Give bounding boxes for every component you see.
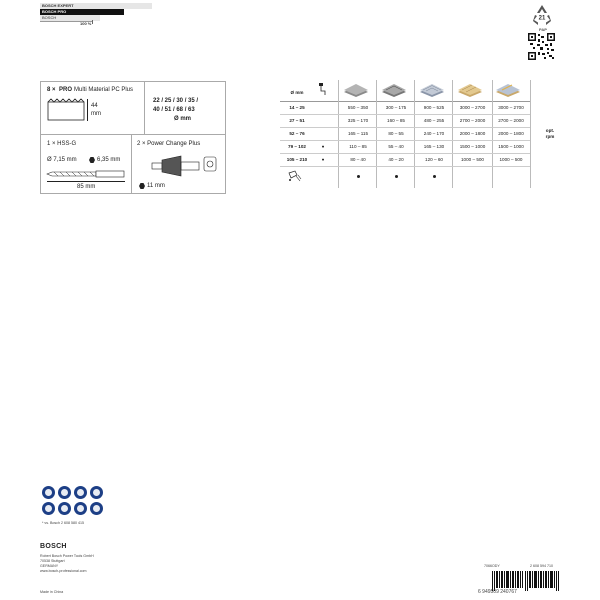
power-change-adapter-icon: [151, 150, 201, 184]
adapter-pin-icon: [203, 156, 217, 172]
kit-divider-bottom: [131, 134, 132, 194]
row-rule: [280, 166, 530, 167]
col-sep-2: [376, 80, 377, 188]
rpm-label-opt: opt.: [545, 128, 555, 133]
row-aluminium: 165 – 130: [423, 144, 445, 149]
row-stainless: 300 – 175: [385, 105, 407, 110]
row-wood: 1500 – 1000: [459, 144, 486, 149]
row-composite: 1000 – 500: [499, 157, 523, 162]
safety-boots-icon: [58, 502, 71, 515]
row-composite: 2700 – 2000: [498, 118, 524, 123]
col-sep-3: [414, 80, 415, 188]
drill-title: 1 × HSS-G: [47, 141, 77, 147]
row-stainless: 80 – 55: [388, 131, 404, 136]
holesaw-sizes-2: 40 / 51 / 68 / 63: [153, 107, 195, 113]
row-stainless: 40 – 20: [388, 157, 404, 162]
gloves-icon: [42, 502, 55, 515]
row-steel: 165 – 115: [347, 131, 369, 136]
row-dia: 27 – 51: [289, 118, 305, 123]
footnote: * vs. Bosch 2 608 580 415: [42, 521, 84, 525]
row-stainless: 55 – 40: [388, 144, 404, 149]
drill-length-line: [47, 181, 125, 182]
table-header-dia: Ø mm: [290, 90, 304, 95]
level-percent: 100 %: [80, 21, 92, 26]
row-aluminium: 120 – 60: [425, 157, 443, 162]
ean-number: 6 949509 240767: [478, 589, 517, 595]
row-composite: 1500 – 1000: [498, 144, 524, 149]
recycle-icon: [529, 2, 555, 28]
holesaw-qty: 8 ×: [47, 87, 56, 93]
material-wood-icon: [456, 82, 484, 98]
address-line-4: www.bosch-professional.com: [40, 569, 87, 573]
recycle-number: 21: [538, 15, 546, 22]
holesaw-icon: [47, 98, 85, 122]
read-manual-icon: [90, 486, 103, 499]
row-composite: 3000 – 2700: [498, 105, 524, 110]
row-steel: 550 – 350: [347, 105, 369, 110]
row-rule: [280, 114, 530, 115]
material-steel-icon: [342, 82, 370, 98]
depth-dimension-line: [87, 99, 88, 121]
row-steel: 80 – 40: [350, 157, 366, 162]
hex-icon: [89, 157, 95, 163]
row-wood: 1000 – 500: [461, 157, 484, 162]
made-in: Made in China: [40, 590, 64, 594]
row-adapter-required: ●: [321, 144, 325, 149]
rpm-label-rpm: rpm: [545, 134, 555, 139]
holesaw-sizes-1: 22 / 25 / 30 / 35 /: [153, 98, 199, 104]
material-aluminium-icon: [418, 82, 446, 98]
product-code-right: 2 608 594 710: [530, 564, 553, 568]
holesaw-depth-unit: mm: [91, 111, 101, 117]
row-aluminium: 480 – 255: [423, 118, 445, 123]
kit-divider-top: [144, 82, 145, 134]
row-adapter-required: ●: [321, 157, 325, 162]
row-dia: 79 – 102: [288, 144, 306, 149]
row-composite: 2000 – 1800: [498, 131, 524, 136]
cooling-aluminium-dot: [433, 175, 436, 178]
row-rule: [280, 153, 530, 154]
level-scale-tick: [92, 20, 93, 24]
drill-bit-icon: [46, 169, 126, 179]
drill-length: 85 mm: [77, 184, 96, 190]
row-dia: 14 – 25: [289, 105, 305, 110]
cooling-stainless-dot: [395, 175, 398, 178]
kit-contents-box: [40, 81, 226, 194]
hair-protection-icon: [74, 502, 87, 515]
col-sep-6: [530, 80, 531, 188]
material-stainless-icon: [380, 82, 408, 98]
eye-protection-icon: [42, 486, 55, 499]
address-line-3: GERMANY: [40, 564, 59, 568]
row-stainless: 160 – 85: [387, 118, 405, 123]
row-wood: 3000 – 2700: [459, 105, 486, 110]
row-steel: 110 – 85: [349, 144, 367, 149]
col-sep-1: [338, 80, 339, 188]
level-bosch-pro: BOSCH PRO: [40, 9, 124, 15]
row-steel: 325 – 170: [347, 118, 369, 123]
row-rule: [280, 127, 530, 128]
address-line-1: Robert Bosch Power Tools GmbH: [40, 554, 94, 558]
row-dia: 52 – 76: [289, 131, 305, 136]
holesaw-name: Multi Material PC Plus: [74, 87, 134, 93]
adapter-hex: 11 mm: [147, 183, 165, 189]
hex-icon: [139, 183, 145, 189]
material-composite-icon: [494, 82, 522, 98]
address-line-2: 70538 Stuttgart: [40, 559, 65, 563]
holesaw-depth: 44: [91, 103, 98, 109]
qr-code: [528, 33, 555, 60]
level-bosch: BOSCH: [40, 15, 100, 21]
cooling-lubricant-icon: [286, 169, 302, 183]
row-dia: 105 – 210: [286, 157, 308, 162]
holesaw-sizes-unit: Ø mm: [174, 116, 192, 122]
bosch-logo: BOSCH: [40, 543, 67, 550]
kit-divider-horizontal: [41, 134, 225, 135]
holesaw-brand: PRO: [59, 87, 73, 93]
drill-hex: 6,35 mm: [97, 157, 121, 163]
row-rule: [280, 140, 530, 141]
recycle-label: PAP: [539, 27, 547, 32]
row-aluminium: 900 – 525: [423, 105, 445, 110]
barcode-area: [478, 497, 564, 597]
level-bosch-expert: BOSCH EXPERT: [40, 3, 152, 9]
drill-diameter: Ø 7,15 mm: [47, 157, 77, 163]
cooling-steel-dot: [357, 175, 360, 178]
adapter-column-icon: [318, 82, 328, 96]
row-aluminium: 240 – 170: [423, 131, 445, 136]
row-wood: 2700 – 2000: [459, 118, 486, 123]
dust-mask-icon: [74, 486, 87, 499]
speed-table: [280, 80, 570, 190]
product-code-left: 7066ODY: [484, 564, 500, 568]
hearing-protection-icon: [58, 486, 71, 499]
ventilation-icon: [90, 502, 103, 515]
row-wood: 2000 – 1800: [459, 131, 486, 136]
ean-barcode: [492, 571, 562, 591]
adapter-title: 2 × Power Change Plus: [137, 141, 201, 147]
